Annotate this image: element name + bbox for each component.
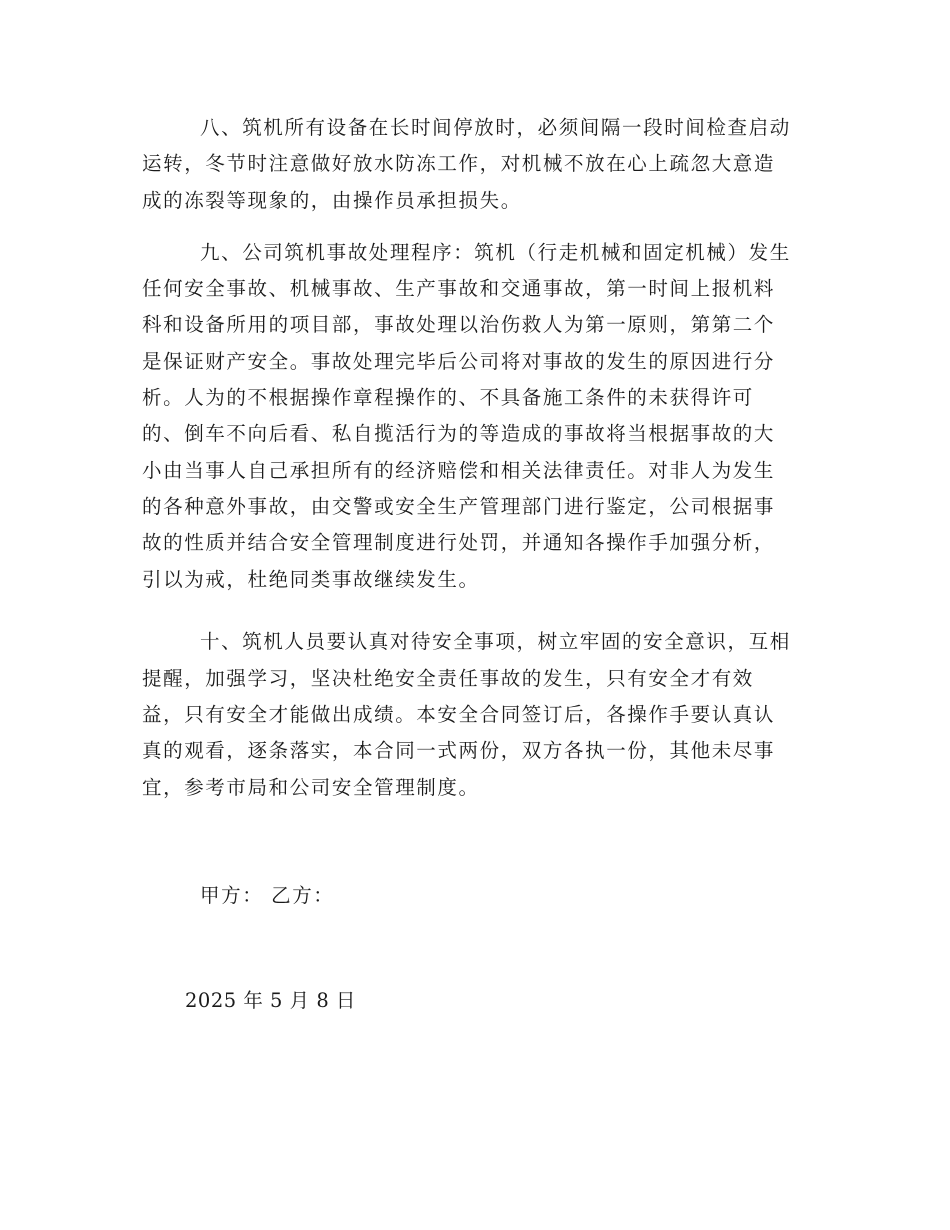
para8-line-3: 成的冻裂等现象的，由操作员承担损失。 (142, 189, 522, 212)
para10-line-1: 十、筑机人员要认真对待安全事项，树立牢固的安全意识，互相 (200, 630, 791, 653)
para9-line-4: 是保证财产安全。事故处理完毕后公司将对事故的发生的原因进行分 (142, 350, 776, 373)
para8-line-1: 八、筑机所有设备在长时间停放时，必须间隔一段时间检查启动 (200, 116, 791, 139)
para10-line-5: 宜，参考市局和公司安全管理制度。 (142, 776, 480, 799)
document-date: 2025 年 5 月 8 日 (185, 989, 356, 1012)
para10-line-4: 真的观看，逐条落实，本合同一式两份，双方各执一份，其他未尽事 (142, 739, 776, 762)
para8-line-2: 运转，冬节时注意做好放水防冻工作，对机械不放在心上疏忽大意造 (142, 152, 776, 175)
para9-line-10: 引以为戒，杜绝同类事故继续发生。 (142, 568, 480, 591)
para9-line-7: 小由当事人自己承担所有的经济赔偿和相关法律责任。对非人为发生 (142, 459, 776, 482)
para9-line-1: 九、公司筑机事故处理程序：筑机（行走机械和固定机械）发生 (200, 241, 791, 264)
signature-parties: 甲方： 乙方： (200, 884, 335, 907)
para9-line-3: 科和设备所用的项目部，事故处理以治伤救人为第一原则，第第二个 (142, 313, 776, 336)
para9-line-9: 故的性质并结合安全管理制度进行处罚，并通知各操作手加强分析， (142, 531, 776, 554)
para9-line-8: 的各种意外事故，由交警或安全生产管理部门进行鉴定，公司根据事 (142, 495, 776, 518)
para9-line-2: 任何安全事故、机械事故、生产事故和交通事故，第一时间上报机料 (142, 277, 776, 300)
para9-line-5: 析。人为的不根据操作章程操作的、不具备施工条件的未获得许可 (142, 386, 754, 409)
para10-line-3: 益，只有安全才能做出成绩。本安全合同签订后，各操作手要认真认 (142, 703, 776, 726)
para10-line-2: 提醒，加强学习，坚决杜绝安全责任事故的发生，只有安全才有效 (142, 667, 754, 690)
para9-line-6: 的、倒车不向后看、私自揽活行为的等造成的事故将当根据事故的大 (142, 422, 776, 445)
